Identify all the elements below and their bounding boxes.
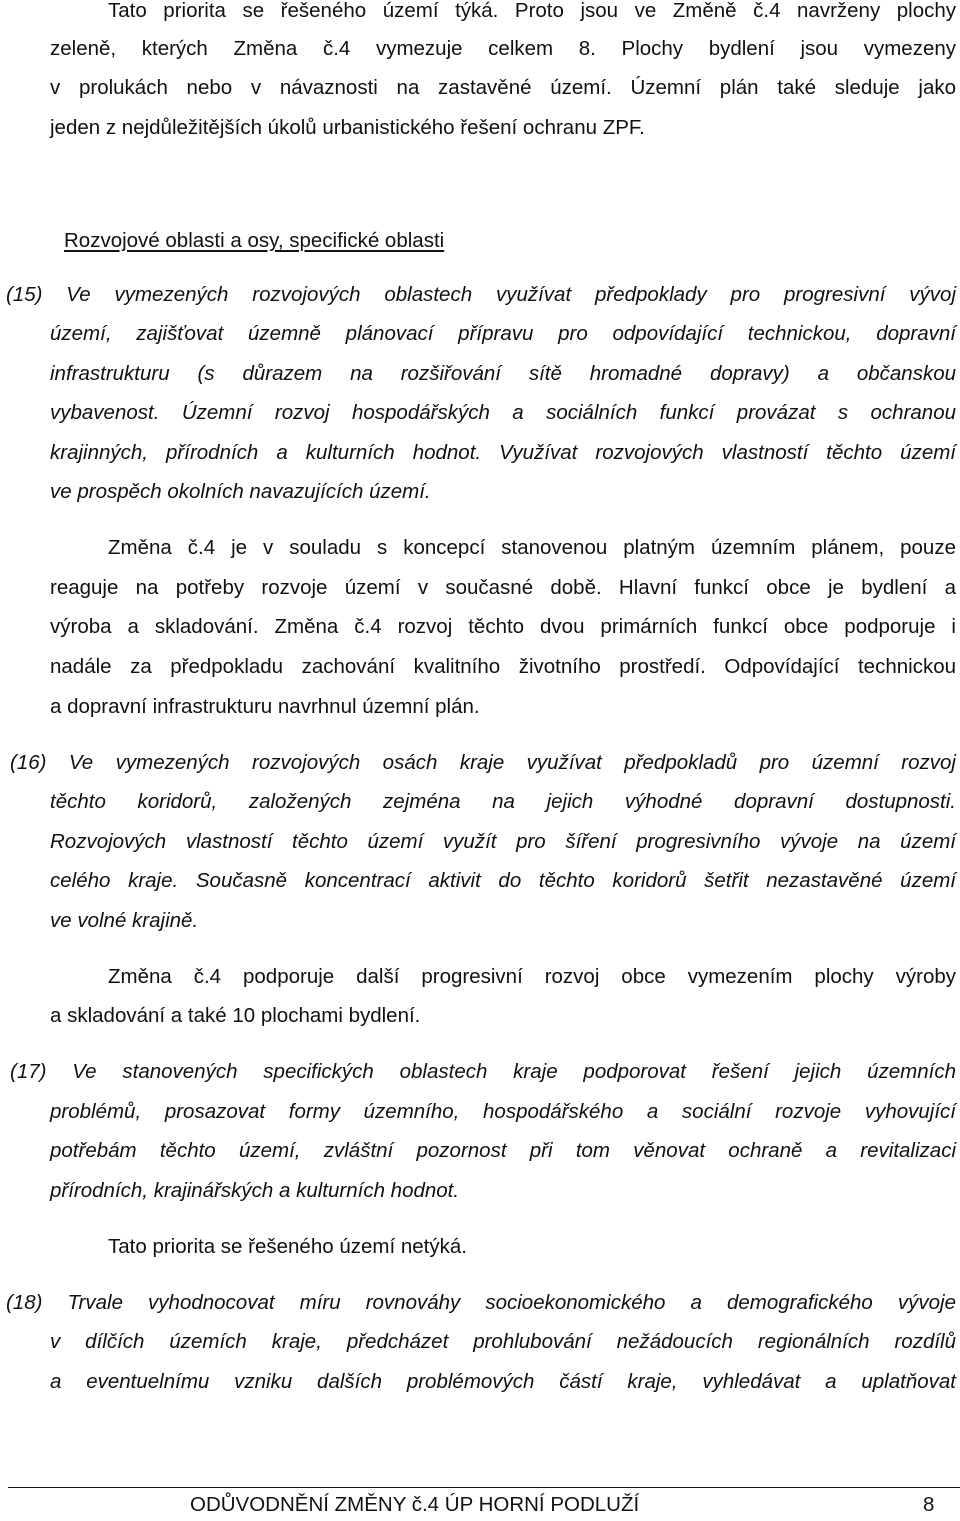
comment-17-line-1: Tato priorita se řešeného území netýká. bbox=[108, 1235, 467, 1258]
item-17-line-3: potřebám těchto území, zvláštní pozornost při tom věnovat ochraně a revitalizaci bbox=[50, 1139, 956, 1162]
comment-15-line-2: reaguje na potřeby rozvoje území v současné době. Hlavní funkcí obce je bydlení a bbox=[50, 576, 956, 599]
item-18-line-1: (18) Trvale vyhodnocovat míru rovnováhy socioekonomického a demografického vývoje bbox=[6, 1291, 956, 1314]
footer-title: ODŮVODNĚNÍ ZMĚNY č.4 ÚP HORNÍ PODLUŽÍ bbox=[190, 1493, 640, 1516]
item-16-line-2: těchto koridorů, založených zejména na jejich výhodné dopravní dostupnosti. bbox=[50, 790, 956, 813]
item-15-line-3: infrastrukturu (s důrazem na rozšiřování sítě hromadné dopravy) a občanskou bbox=[50, 362, 956, 385]
item-16-line-1: (16) Ve vymezených rozvojových osách kraje využívat předpokladů pro územní rozvoj bbox=[10, 751, 956, 774]
item-16-line-3: Rozvojových vlastností těchto území využít pro šíření progresivního vývoje na území bbox=[50, 830, 956, 853]
intro-line-3: v prolukách nebo v návaznosti na zastavěné území. Územní plán také sleduje jako bbox=[50, 76, 956, 99]
section-heading: Rozvojové oblasti a osy, specifické oblasti bbox=[64, 229, 445, 252]
intro-line-4: jeden z nejdůležitějších úkolů urbanistického řešení ochranu ZPF. bbox=[50, 116, 645, 139]
item-15-line-6: ve prospěch okolních navazujících území. bbox=[50, 480, 431, 503]
comment-15-line-5: a dopravní infrastrukturu navrhnul územní plán. bbox=[50, 695, 480, 718]
item-15-line-4: vybavenost. Územní rozvoj hospodářských a sociálních funkcí provázat s ochranou bbox=[50, 401, 956, 424]
item-17-line-4: přírodních, krajinářských a kulturních hodnot. bbox=[50, 1179, 460, 1202]
item-15-line-1: (15) Ve vymezených rozvojových oblastech využívat předpoklady pro progresivní vývoj bbox=[6, 283, 956, 306]
item-15-line-5: krajinných, přírodních a kulturních hodnot. Využívat rozvojových vlastností těchto území bbox=[50, 441, 956, 464]
intro-line-1: Tato priorita se řešeného území týká. Proto jsou ve Změně č.4 navrženy plochy bbox=[108, 0, 956, 22]
item-15-line-2: území, zajišťovat územně plánovací přípravu pro odpovídající technickou, dopravní bbox=[50, 322, 956, 345]
item-17-line-2: problémů, prosazovat formy územního, hospodářského a sociální rozvoje vyhovující bbox=[50, 1100, 956, 1123]
item-18-line-3: a eventuelnímu vzniku dalších problémových částí kraje, vyhledávat a uplatňovat bbox=[50, 1370, 956, 1393]
comment-15-line-3: výroba a skladování. Změna č.4 rozvoj těchto dvou primárních funkcí obce podporuje i bbox=[50, 615, 956, 638]
item-16-line-4: celého kraje. Současně koncentrací aktivit do těchto koridorů šetřit nezastavěné území bbox=[50, 869, 956, 892]
comment-15-line-1: Změna č.4 je v souladu s koncepcí stanovenou platným územním plánem, pouze bbox=[108, 536, 956, 559]
comment-16-line-2: a skladování a také 10 plochami bydlení. bbox=[50, 1004, 421, 1027]
item-17-line-1: (17) Ve stanovených specifických oblastech kraje podporovat řešení jejich územních bbox=[10, 1060, 956, 1083]
comment-16-line-1: Změna č.4 podporuje další progresivní rozvoj obce vymezením plochy výroby bbox=[108, 965, 956, 988]
page-number: 8 bbox=[923, 1493, 935, 1516]
intro-line-2: zeleně, kterých Změna č.4 vymezuje celkem 8. Plochy bydlení jsou vymezeny bbox=[50, 37, 956, 60]
comment-15-line-4: nadále za předpokladu zachování kvalitního životního prostředí. Odpovídající technickou bbox=[50, 655, 956, 678]
item-18-line-2: v dílčích územích kraje, předcházet prohlubování nežádoucích regionálních rozdílů bbox=[50, 1330, 956, 1353]
footer-rule bbox=[8, 1487, 960, 1488]
item-16-line-5: ve volné krajině. bbox=[50, 909, 199, 932]
